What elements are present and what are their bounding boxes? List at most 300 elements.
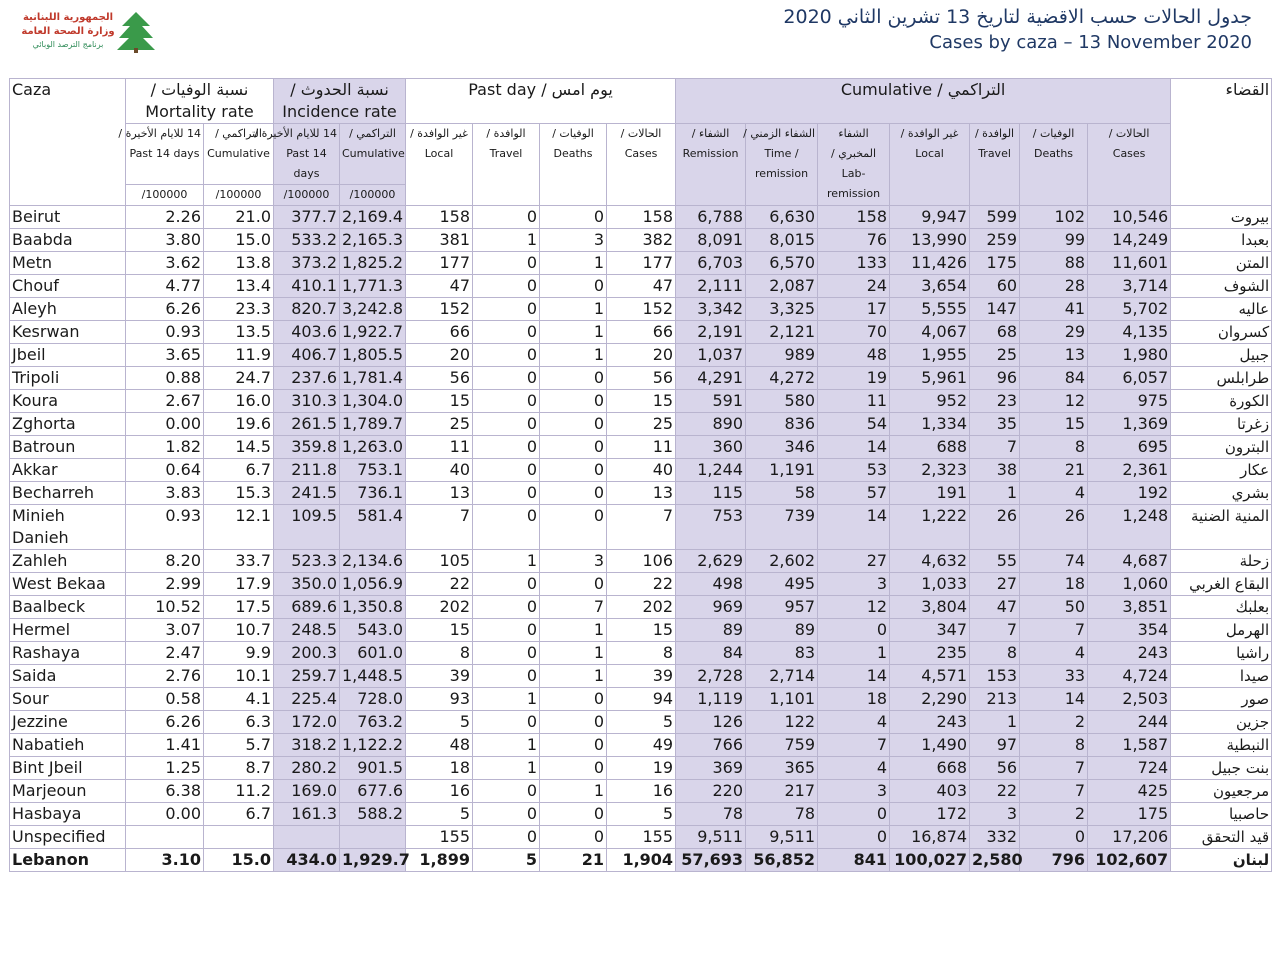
cell-ct: 23: [970, 390, 1020, 413]
cell-m14: 10.52: [126, 596, 204, 619]
cell-lrem: 3: [818, 780, 890, 803]
cell-m14: 0.88: [126, 367, 204, 390]
caza-name-arabic: الهرمل: [1171, 619, 1272, 642]
cell-pc: 7: [607, 505, 676, 550]
cell-pc: 40: [607, 459, 676, 482]
cell-cd: 26: [1020, 505, 1088, 550]
cell-m14: 0.00: [126, 413, 204, 436]
inc-cum-header: [340, 124, 406, 185]
cell-trem: 2,714: [746, 665, 818, 688]
cell-pd: 0: [540, 688, 607, 711]
caza-name: Batroun: [10, 436, 126, 459]
cell-pd: 0: [540, 826, 607, 849]
inc-cum-en: Cumulative: [342, 147, 405, 160]
cell-rem: 220: [676, 780, 746, 803]
cell-i14: 261.5: [274, 413, 340, 436]
table-row: [10, 826, 1272, 849]
cell-cd: 18: [1020, 573, 1088, 596]
caza-name-arabic: زحلة: [1171, 550, 1272, 573]
cell-cl: 2,323: [890, 459, 970, 482]
cu-cases-header: [1088, 124, 1171, 206]
cell-pc: 66: [607, 321, 676, 344]
cell-ct: 153: [970, 665, 1020, 688]
caza-name: West Bekaa: [10, 573, 126, 596]
cell-mc: 15.3: [204, 482, 274, 505]
past-day-header: Past day / يوم امس: [406, 79, 676, 124]
cell-mc: 14.5: [204, 436, 274, 459]
cell-pc: 152: [607, 298, 676, 321]
caza-name: Zahleh: [10, 550, 126, 573]
cell-pl: 105: [406, 550, 473, 573]
cell-trem: 78: [746, 803, 818, 826]
cell-pl: 48: [406, 734, 473, 757]
cell-m14: 1.82: [126, 436, 204, 459]
logo-line-3: برنامج الترصد الوبائي: [32, 40, 104, 49]
cell-trem: 739: [746, 505, 818, 550]
cell-pd: 0: [540, 482, 607, 505]
cell-m14: 8.20: [126, 550, 204, 573]
cell-cd: 99: [1020, 229, 1088, 252]
cell-trem: 56,852: [746, 849, 818, 872]
cell-pl: 66: [406, 321, 473, 344]
cell-cl: 1,334: [890, 413, 970, 436]
cell-cl: 347: [890, 619, 970, 642]
table-row: [10, 596, 1272, 619]
pd-travel-en: Travel: [489, 147, 523, 160]
cell-trem: 122: [746, 711, 818, 734]
cell-ic: 601.0: [340, 642, 406, 665]
mortality-rate-header-en: Mortality rate: [145, 102, 254, 121]
cell-m14: 3.83: [126, 482, 204, 505]
cu-local-en: Local: [915, 147, 944, 160]
cell-rem: 360: [676, 436, 746, 459]
cell-cl: 243: [890, 711, 970, 734]
cell-i14: 280.2: [274, 757, 340, 780]
cell-ic: 1,825.2: [340, 252, 406, 275]
cell-mc: 6.7: [204, 803, 274, 826]
caza-name-arabic: الشوف: [1171, 275, 1272, 298]
cell-cc: 3,714: [1088, 275, 1171, 298]
cell-lrem: 18: [818, 688, 890, 711]
caza-header-arabic: القضاء: [1171, 79, 1272, 206]
cu-travel-header: [970, 124, 1020, 206]
cell-m14: 6.26: [126, 298, 204, 321]
unit-mort-cum: /100000: [204, 185, 274, 206]
cell-mc: 10.7: [204, 619, 274, 642]
caza-name-arabic: راشيا: [1171, 642, 1272, 665]
cell-ct: 47: [970, 596, 1020, 619]
cell-pc: 16: [607, 780, 676, 803]
cell-pc: 20: [607, 344, 676, 367]
cell-lrem: 17: [818, 298, 890, 321]
caza-name-arabic: المتن: [1171, 252, 1272, 275]
caza-name: Unspecified: [10, 826, 126, 849]
cell-pt: 0: [473, 344, 540, 367]
cell-cc: 4,135: [1088, 321, 1171, 344]
caza-name-arabic: حاصبيا: [1171, 803, 1272, 826]
table-row: [10, 803, 1272, 826]
cell-cd: 41: [1020, 298, 1088, 321]
cell-pc: 25: [607, 413, 676, 436]
cell-ic: 677.6: [340, 780, 406, 803]
cell-cl: 13,990: [890, 229, 970, 252]
incidence-rate-header-en: Incidence rate: [282, 102, 397, 121]
cell-ic: 753.1: [340, 459, 406, 482]
cell-ic: 2,169.4: [340, 206, 406, 229]
cu-time-en: Time / remission: [755, 147, 809, 180]
caza-name-arabic: لبنان: [1171, 849, 1272, 872]
cell-cc: 6,057: [1088, 367, 1171, 390]
caza-name-arabic: بنت جبيل: [1171, 757, 1272, 780]
cell-rem: 2,629: [676, 550, 746, 573]
cell-pd: 0: [540, 390, 607, 413]
cell-ic: 1,263.0: [340, 436, 406, 459]
caza-name: Jezzine: [10, 711, 126, 734]
cell-i14: 248.5: [274, 619, 340, 642]
cell-pd: 0: [540, 803, 607, 826]
cell-i14: 406.7: [274, 344, 340, 367]
cell-cc: 17,206: [1088, 826, 1171, 849]
table-row: [10, 711, 1272, 734]
cell-i14: 259.7: [274, 665, 340, 688]
cell-rem: 969: [676, 596, 746, 619]
cell-lrem: 14: [818, 436, 890, 459]
cell-ic: [340, 826, 406, 849]
cell-ic: 901.5: [340, 757, 406, 780]
cell-ic: 1,056.9: [340, 573, 406, 596]
cell-mc: 33.7: [204, 550, 274, 573]
cell-cc: 354: [1088, 619, 1171, 642]
cell-i14: 820.7: [274, 298, 340, 321]
caza-name-arabic: صيدا: [1171, 665, 1272, 688]
cell-cl: 4,571: [890, 665, 970, 688]
cell-pc: 8: [607, 642, 676, 665]
caza-name-arabic: بيروت: [1171, 206, 1272, 229]
table-row: [10, 367, 1272, 390]
cell-pt: 0: [473, 573, 540, 596]
cell-mc: 13.8: [204, 252, 274, 275]
cell-pd: 7: [540, 596, 607, 619]
cell-ic: 3,242.8: [340, 298, 406, 321]
caza-name: Akkar: [10, 459, 126, 482]
caza-name-arabic: طرابلس: [1171, 367, 1272, 390]
cell-i14: 200.3: [274, 642, 340, 665]
cell-pt: 1: [473, 688, 540, 711]
cell-pd: 0: [540, 206, 607, 229]
pd-local-header: [406, 124, 473, 206]
cell-ct: 8: [970, 642, 1020, 665]
caza-name: Lebanon: [10, 849, 126, 872]
cell-i14: 172.0: [274, 711, 340, 734]
cell-pd: 0: [540, 505, 607, 550]
cell-cl: 4,067: [890, 321, 970, 344]
cu-lab-en: Lab- remission: [827, 167, 881, 200]
cell-cl: 1,490: [890, 734, 970, 757]
cell-cl: 952: [890, 390, 970, 413]
cell-ic: 1,122.2: [340, 734, 406, 757]
cell-pc: 56: [607, 367, 676, 390]
cell-cc: 244: [1088, 711, 1171, 734]
cell-m14: 2.67: [126, 390, 204, 413]
cell-cd: 29: [1020, 321, 1088, 344]
caza-name-arabic: بشري: [1171, 482, 1272, 505]
cell-cl: 4,632: [890, 550, 970, 573]
cu-lab-ar: الشفاء المخبري /: [831, 127, 877, 160]
cell-pl: 15: [406, 390, 473, 413]
cu-deaths-ar: الوفيات /: [1032, 127, 1075, 140]
cell-lrem: 27: [818, 550, 890, 573]
cell-pd: 1: [540, 252, 607, 275]
cell-ic: 581.4: [340, 505, 406, 550]
cell-pd: 1: [540, 780, 607, 803]
cell-pt: 0: [473, 642, 540, 665]
caza-name: Aleyh: [10, 298, 126, 321]
cell-lrem: 0: [818, 619, 890, 642]
cell-m14: 0.58: [126, 688, 204, 711]
cell-ct: 97: [970, 734, 1020, 757]
cell-pl: 56: [406, 367, 473, 390]
cell-pl: 152: [406, 298, 473, 321]
cell-lrem: 24: [818, 275, 890, 298]
cell-lrem: 7: [818, 734, 890, 757]
cell-rem: 8,091: [676, 229, 746, 252]
cell-pt: 0: [473, 367, 540, 390]
inc-14-ar: 14 للايام الأخيرة /: [254, 127, 337, 140]
pd-cases-header: [607, 124, 676, 206]
cell-pt: 0: [473, 321, 540, 344]
cell-cl: 11,426: [890, 252, 970, 275]
cell-rem: 498: [676, 573, 746, 596]
cell-pt: 0: [473, 206, 540, 229]
cell-pt: 0: [473, 390, 540, 413]
cell-pt: 1: [473, 757, 540, 780]
pd-cases-ar: الحالات /: [620, 127, 662, 140]
cell-m14: 2.99: [126, 573, 204, 596]
cell-rem: 3,342: [676, 298, 746, 321]
caza-name-arabic: النبطية: [1171, 734, 1272, 757]
caza-name: Rashaya: [10, 642, 126, 665]
cell-m14: 6.26: [126, 711, 204, 734]
cell-trem: 957: [746, 596, 818, 619]
cell-pc: 1,904: [607, 849, 676, 872]
cell-rem: 115: [676, 482, 746, 505]
cell-ic: 2,165.3: [340, 229, 406, 252]
cell-cc: 10,546: [1088, 206, 1171, 229]
cell-rem: 753: [676, 505, 746, 550]
cell-i14: 403.6: [274, 321, 340, 344]
inc-14-header: [254, 124, 340, 185]
caza-name-arabic: البقاع الغربي: [1171, 573, 1272, 596]
mort-cum-en: Cumulative: [207, 147, 270, 160]
cell-ct: 213: [970, 688, 1020, 711]
cell-pl: 20: [406, 344, 473, 367]
cell-i14: 318.2: [274, 734, 340, 757]
cell-cd: 88: [1020, 252, 1088, 275]
cell-m14: 0.64: [126, 459, 204, 482]
cell-pc: 382: [607, 229, 676, 252]
cell-cc: 5,702: [1088, 298, 1171, 321]
cell-pc: 19: [607, 757, 676, 780]
cell-ct: 25: [970, 344, 1020, 367]
cell-m14: 3.80: [126, 229, 204, 252]
incidence-rate-header-ar: نسبة الحدوث /: [290, 80, 389, 99]
cell-trem: 495: [746, 573, 818, 596]
cell-mc: 17.5: [204, 596, 274, 619]
cell-mc: 4.1: [204, 688, 274, 711]
cell-pl: 39: [406, 665, 473, 688]
cell-ct: 22: [970, 780, 1020, 803]
caza-name: Bint Jbeil: [10, 757, 126, 780]
mort-cum-ar: التراكمي /: [215, 127, 262, 140]
cell-cl: 1,955: [890, 344, 970, 367]
cell-trem: 836: [746, 413, 818, 436]
cell-mc: 12.1: [204, 505, 274, 550]
cell-cd: 84: [1020, 367, 1088, 390]
cell-i14: 434.0: [274, 849, 340, 872]
cell-ic: 543.0: [340, 619, 406, 642]
cell-lrem: 4: [818, 757, 890, 780]
cell-pt: 0: [473, 275, 540, 298]
cell-cc: 102,607: [1088, 849, 1171, 872]
cases-by-caza-table: [9, 78, 1272, 872]
caza-name-arabic: عاليه: [1171, 298, 1272, 321]
cell-lrem: 19: [818, 367, 890, 390]
table-row: [10, 298, 1272, 321]
incidence-rate-header: [274, 79, 406, 124]
cell-m14: 2.76: [126, 665, 204, 688]
cell-pt: 0: [473, 505, 540, 550]
cell-pc: 158: [607, 206, 676, 229]
cell-cc: 14,249: [1088, 229, 1171, 252]
cell-lrem: 70: [818, 321, 890, 344]
cell-ic: 1,929.7: [340, 849, 406, 872]
cell-cl: 668: [890, 757, 970, 780]
cell-cc: 724: [1088, 757, 1171, 780]
cell-cl: 100,027: [890, 849, 970, 872]
cell-pt: 0: [473, 413, 540, 436]
cell-pc: 39: [607, 665, 676, 688]
cell-cc: 3,851: [1088, 596, 1171, 619]
cell-pl: 202: [406, 596, 473, 619]
unit-inc-cum: /100000: [340, 185, 406, 206]
cell-ct: 55: [970, 550, 1020, 573]
cell-pl: 18: [406, 757, 473, 780]
cell-cc: 2,503: [1088, 688, 1171, 711]
cell-cd: 4: [1020, 482, 1088, 505]
cu-remission-ar: الشفاء /: [691, 127, 730, 140]
caza-name-arabic: كسروان: [1171, 321, 1272, 344]
cell-ct: 259: [970, 229, 1020, 252]
cell-cd: 7: [1020, 757, 1088, 780]
cell-i14: 377.7: [274, 206, 340, 229]
caza-name-arabic: بعلبك: [1171, 596, 1272, 619]
caza-header: Caza: [10, 79, 126, 206]
cell-mc: 5.7: [204, 734, 274, 757]
inc-cum-ar: التراكمي /: [349, 127, 396, 140]
cell-mc: 24.7: [204, 367, 274, 390]
cell-ic: 588.2: [340, 803, 406, 826]
cell-ct: 7: [970, 436, 1020, 459]
cell-m14: 1.25: [126, 757, 204, 780]
cell-pl: 25: [406, 413, 473, 436]
cell-pd: 1: [540, 298, 607, 321]
table-row: [10, 436, 1272, 459]
cell-pc: 106: [607, 550, 676, 573]
cell-pl: 40: [406, 459, 473, 482]
cell-trem: 989: [746, 344, 818, 367]
cell-ic: 2,134.6: [340, 550, 406, 573]
cell-ct: 1: [970, 482, 1020, 505]
cell-pc: 155: [607, 826, 676, 849]
cu-travel-en: Travel: [978, 147, 1011, 160]
cell-rem: 89: [676, 619, 746, 642]
logo-line-1: الجمهورية اللبنانية: [22, 12, 114, 23]
cell-pc: 49: [607, 734, 676, 757]
cell-ic: 1,304.0: [340, 390, 406, 413]
mort-14-en: Past 14 days: [129, 147, 200, 160]
cell-pt: 0: [473, 436, 540, 459]
cell-cl: 3,654: [890, 275, 970, 298]
cell-cc: 1,587: [1088, 734, 1171, 757]
cell-mc: 11.2: [204, 780, 274, 803]
cell-m14: 6.38: [126, 780, 204, 803]
cell-pt: 0: [473, 780, 540, 803]
cu-deaths-en: Deaths: [1034, 147, 1074, 160]
mortality-rate-header: [126, 79, 274, 124]
cell-ct: 332: [970, 826, 1020, 849]
cell-trem: 365: [746, 757, 818, 780]
cell-pc: 22: [607, 573, 676, 596]
cell-m14: 3.65: [126, 344, 204, 367]
cell-i14: 241.5: [274, 482, 340, 505]
cell-lrem: 76: [818, 229, 890, 252]
cell-cc: 175: [1088, 803, 1171, 826]
cell-lrem: 12: [818, 596, 890, 619]
cell-lrem: 57: [818, 482, 890, 505]
cell-mc: 21.0: [204, 206, 274, 229]
cell-trem: 6,630: [746, 206, 818, 229]
cu-remission-en: Remission: [682, 147, 739, 160]
pd-local-ar: غير الوافدة /: [410, 127, 468, 140]
cell-cl: 1,033: [890, 573, 970, 596]
caza-name-arabic: عكار: [1171, 459, 1272, 482]
caza-name-arabic: مرجعيون: [1171, 780, 1272, 803]
cell-trem: 4,272: [746, 367, 818, 390]
cell-pl: 155: [406, 826, 473, 849]
cell-mc: 17.9: [204, 573, 274, 596]
cell-pd: 21: [540, 849, 607, 872]
cell-trem: 6,570: [746, 252, 818, 275]
cell-mc: 23.3: [204, 298, 274, 321]
cell-i14: [274, 826, 340, 849]
cu-remission-header: [676, 124, 746, 206]
cell-pl: 5: [406, 711, 473, 734]
cell-m14: 4.77: [126, 275, 204, 298]
cell-cd: 2: [1020, 803, 1088, 826]
caza-name-arabic: زغرتا: [1171, 413, 1272, 436]
cell-cd: 28: [1020, 275, 1088, 298]
caza-name: Hasbaya: [10, 803, 126, 826]
cell-ic: 1,789.7: [340, 413, 406, 436]
table-row: [10, 734, 1272, 757]
cell-rem: 57,693: [676, 849, 746, 872]
caza-name-arabic: المنية الضنية: [1171, 505, 1272, 550]
cell-trem: 217: [746, 780, 818, 803]
cell-m14: 2.26: [126, 206, 204, 229]
cell-pt: 1: [473, 229, 540, 252]
pd-deaths-ar: الوفيات /: [552, 127, 594, 140]
cell-cd: 15: [1020, 413, 1088, 436]
